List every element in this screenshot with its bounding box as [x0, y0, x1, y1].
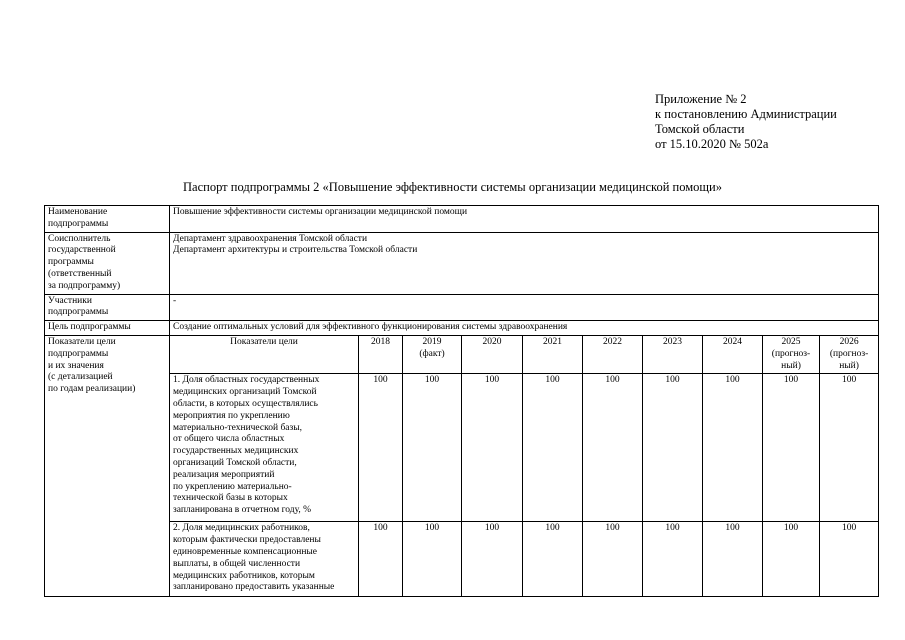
year-header: 2023 — [643, 335, 703, 373]
passport-table — [44, 205, 879, 597]
table-row-goal — [45, 321, 879, 336]
indicator-value: 100 — [523, 374, 583, 522]
row-value: Создание оптимальных условий для эффективного функционирования системы здравоохранения — [170, 321, 879, 336]
indicator-value: 100 — [703, 522, 763, 597]
indicator-value: 100 — [523, 522, 583, 597]
row-label: Показатели цели подпрограммы и их значения (с детализацией по годам реализации) — [45, 335, 170, 596]
table-row — [45, 522, 879, 597]
table-row — [45, 374, 879, 522]
indicator-value: 100 — [583, 374, 643, 522]
document-title: Паспорт подпрограммы 2 «Повышение эффективности системы организации медицинской помощи» — [183, 180, 722, 194]
year-header: 2024 — [703, 335, 763, 373]
row-value: - — [170, 294, 879, 321]
approval-line-2: к постановлению Администрации — [655, 107, 837, 121]
indicator-text: 1. Доля областных государственных медицинских организаций Томской области, в которых осуществлялись мероприятия по укреплению материально-технической базы, от общего числа областных государственных медицинских организаций Томской области, реализация мероприятий по укреплению материально- технической базы в которых запланирована в отчетном году, % — [170, 374, 359, 522]
row-value: Департамент здравоохранения Томской области Департамент архитектуры и строительства Томской области — [170, 232, 879, 294]
indicator-value: 100 — [583, 522, 643, 597]
indicator-value: 100 — [643, 522, 703, 597]
year-header: 2018 — [359, 335, 403, 373]
year-header: 2019 (факт) — [403, 335, 462, 373]
row-label: Цель подпрограммы — [45, 321, 170, 336]
table-row-coexecutor — [45, 232, 879, 294]
indicator-value: 100 — [703, 374, 763, 522]
row-label: Участники подпрограммы — [45, 294, 170, 321]
indicator-value: 100 — [820, 522, 879, 597]
indicator-value: 100 — [462, 522, 523, 597]
indicator-value: 100 — [403, 374, 462, 522]
indicator-value: 100 — [359, 374, 403, 522]
indicator-value: 100 — [643, 374, 703, 522]
indicator-value: 100 — [763, 522, 820, 597]
year-header: 2021 — [523, 335, 583, 373]
indicator-text: 2. Доля медицинских работников, которым фактически предоставлены единовременные компенсационные выплаты, в общей численности медицинских работников, которым запланировано предоставить указанные — [170, 522, 359, 597]
indicator-value: 100 — [403, 522, 462, 597]
approval-note — [655, 92, 837, 152]
year-header: 2026 (прогноз- ный) — [820, 335, 879, 373]
year-header: 2020 — [462, 335, 523, 373]
indicator-value: 100 — [359, 522, 403, 597]
indicator-value: 100 — [763, 374, 820, 522]
approval-line-4: от 15.10.2020 № 502а — [655, 137, 769, 151]
table-row-name — [45, 206, 879, 233]
row-value: Повышение эффективности системы организации медицинской помощи — [170, 206, 879, 233]
indicator-value: 100 — [820, 374, 879, 522]
approval-line-3: Томской области — [655, 122, 745, 136]
year-header: 2022 — [583, 335, 643, 373]
indicator-value: 100 — [462, 374, 523, 522]
table-row-participants — [45, 294, 879, 321]
year-header: 2025 (прогноз- ный) — [763, 335, 820, 373]
row-label: Наименование подпрограммы — [45, 206, 170, 233]
approval-line-1: Приложение № 2 — [655, 92, 747, 106]
indicators-column-header: Показатели цели — [170, 335, 359, 373]
row-label: Соисполнитель государственной программы (ответственный за подпрограмму) — [45, 232, 170, 294]
table-row-indicators-header — [45, 335, 879, 373]
